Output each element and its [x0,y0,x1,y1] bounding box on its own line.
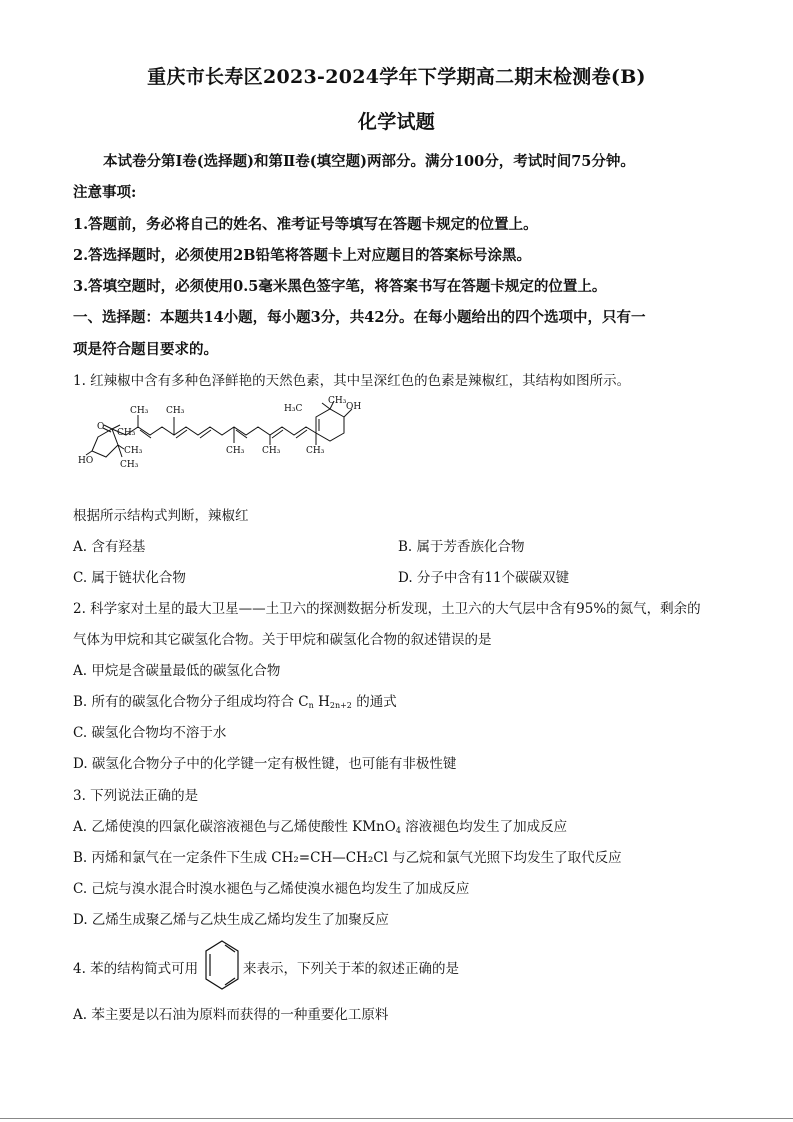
q1-option-c: C. 属于链状化合物 [73,570,186,586]
q3-option-a-tail: 溶液褪色均发生了加成反应 [400,819,568,835]
q2-option-b-text: B. 所有的碳氢化合物分子组成均符合 C [73,694,309,710]
q2-option-b-tail: 的通式 [351,694,397,710]
benzene-ring-icon [203,939,241,991]
q1-stem: 1. 红辣椒中含有多种色泽鲜艳的天然色素，其中呈深红色的色素是辣椒红，其结构如图所示。 [73,373,631,389]
page-bottom-divider [0,1118,793,1119]
label-ch3-chain-3: CH₃ [226,446,245,456]
label-ch3-chain-1: CH₃ [130,406,149,416]
label-ch3-chain-4: CH₃ [262,446,281,456]
q2-option-a: A. 甲烷是含碳量最低的碳氢化合物 [73,663,281,679]
q3-option-a-text: A. 乙烯使溴的四氯化碳溶液褪色与乙烯使酸性 KMnO [73,819,396,835]
q2-option-d: D. 碳氢化合物分子中的化学键一定有极性键，也可能有非极性键 [73,756,457,772]
q2-option-c: C. 碳氢化合物均不溶于水 [73,725,227,741]
q2-stem-line1: 2. 科学家对土星的最大卫星——土卫六的探测数据分析发现，土卫六的大气层中含有95%的氮气，剩余的 [73,601,701,617]
q4-stem-start: 4. 苯的结构简式可用 [73,961,199,977]
q4-option-a: A. 苯主要是以石油为原料而获得的一种重要化工原料 [73,1007,389,1023]
label-carbonyl-o: O [97,422,105,432]
q1-prompt: 根据所示结构式判断，辣椒红 [73,508,249,524]
exam-subtitle: 化学试题 [357,111,436,133]
q1-option-d: D. 分子中含有11个碳碳双键 [398,570,570,586]
q2-option-b-sub-n: n [308,701,314,710]
q3-option-d: D. 乙烯生成聚乙烯与乙炔生成乙烯均发生了加聚反应 [73,912,389,928]
q3-option-c: C. 己烷与溴水混合时溴水褪色与乙烯使溴水褪色均发生了加成反应 [73,881,470,897]
q2-option-b [73,690,397,710]
label-oh: OH [346,402,362,412]
q3-stem: 3. 下列说法正确的是 [73,788,199,804]
label-ch3-ring-2: CH₃ [124,446,143,456]
notes-heading: 注意事项: [73,184,137,201]
q1-option-a: A. 含有羟基 [73,539,146,555]
q2-stem-line2: 气体为甲烷和其它碳氢化合物。关于甲烷和碳氢化合物的叙述错误的是 [73,632,492,648]
capsanthin-structure-figure [78,395,363,485]
q2-option-b-sub-2n2: 2n+2 [329,701,352,710]
note-item-2: 2.答选择题时，必须使用2B铅笔将答题卡上对应题目的答案标号涂黑。 [73,247,531,264]
label-ho: HO [78,456,94,466]
note-item-1: 1.答题前，务必将自己的姓名、准考证号等填写在答题卡规定的位置上。 [73,216,538,233]
label-ch3-chain-5: CH₃ [306,446,325,456]
section-heading-line1: 一、选择题：本题共14小题，每小题3分，共42分。在每小题给出的四个选项中，只有一 [73,309,646,326]
q3-option-a [73,815,567,835]
label-ch3-ring-top: CH₃ [328,396,347,406]
exam-title: 重庆市长寿区2023-2024学年下学期高二期末检测卷(B) [147,66,646,88]
exam-intro: 本试卷分第Ⅰ卷(选择题)和第Ⅱ卷(填空题)两部分。满分100分，考试时间75分钟。 [103,153,635,170]
q1-option-b: B. 属于芳香族化合物 [398,539,525,555]
label-ch3-chain-2: CH₃ [166,406,185,416]
q3-option-a-sub: 4 [395,826,401,835]
note-item-3: 3.答填空题时，必须使用0.5毫米黑色签字笔，将答案书写在答题卡规定的位置上。 [73,278,607,295]
label-ch3-ring-1: CH₃ [117,428,136,438]
section-heading-line2: 项是符合题目要求的。 [73,341,218,358]
q3-option-b: B. 丙烯和氯气在一定条件下生成 CH₂=CH—CH₂Cl 与乙烷和氯气光照下均发生了取代反应 [73,850,622,866]
q2-option-b-h: H [313,694,330,710]
label-ch3-ring-3: CH₃ [120,460,139,470]
label-h3c: H₃C [284,404,303,414]
q4-stem-end: 来表示，下列关于苯的叙述正确的是 [243,961,459,977]
